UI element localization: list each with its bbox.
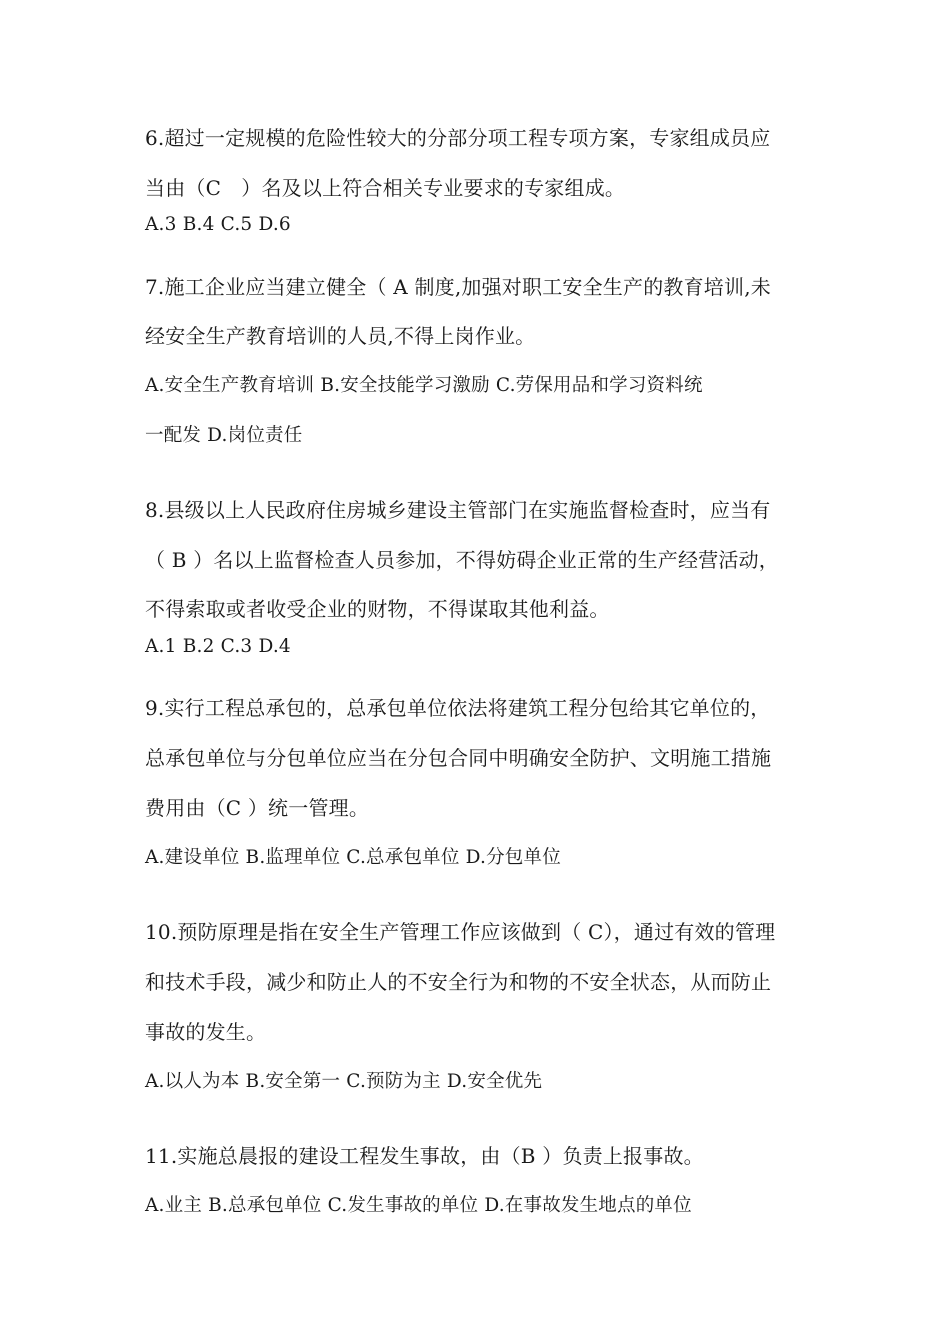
- question-10-line-3: 事故的发生。: [145, 1020, 267, 1044]
- question-7-line-2: 经安全生产教育培训的人员,不得上岗作业。: [145, 324, 536, 348]
- question-6-line-1: 6.超过一定规模的危险性较大的分部分项工程专项方案，专家组成员应: [145, 126, 771, 150]
- question-7-options-line-1: A.安全生产教育培训 B.安全技能学习激励 C.劳保用品和学习资料统: [145, 375, 703, 396]
- question-11-options: A.业主 B.总承包单位 C.发生事故的单位 D.在事故发生地点的单位: [145, 1195, 692, 1216]
- question-6-line-2: 当由（C ）名及以上符合相关专业要求的专家组成。: [145, 176, 626, 200]
- question-7-line-1: 7.施工企业应当建立健全（ A 制度,加强对职工安全生产的教育培训,未: [145, 275, 771, 299]
- question-10-line-1: 10.预防原理是指在安全生产管理工作应该做到（ C），通过有效的管理: [145, 920, 776, 944]
- question-7-options-line-2: 一配发 D.岗位责任: [145, 425, 303, 446]
- question-8-line-2: （ B ）名以上监督检查人员参加，不得妨碍企业正常的生产经营活动，: [145, 548, 780, 572]
- question-8-line-1: 8.县级以上人民政府住房城乡建设主管部门在实施监督检查时，应当有: [145, 498, 771, 522]
- question-9-line-1: 9.实行工程总承包的，总承包单位依法将建筑工程分包给其它单位的，: [145, 696, 771, 720]
- question-8-options: A.1 B.2 C.3 D.4: [145, 636, 291, 657]
- question-6-options: A.3 B.4 C.5 D.6: [145, 214, 291, 235]
- question-10-options: A.以人为本 B.安全第一 C.预防为主 D.安全优先: [145, 1071, 543, 1092]
- question-11-line-1: 11.实施总晨报的建设工程发生事故，由（B ）负责上报事故。: [145, 1144, 704, 1168]
- question-10-line-2: 和技术手段，减少和防止人的不安全行为和物的不安全状态，从而防止: [145, 970, 772, 994]
- question-9-line-3: 费用由（C ）统一管理。: [145, 796, 370, 820]
- question-9-line-2: 总承包单位与分包单位应当在分包合同中明确安全防护、文明施工措施: [145, 746, 772, 770]
- question-8-line-3: 不得索取或者收受企业的财物，不得谋取其他利益。: [145, 597, 610, 621]
- question-9-options: A.建设单位 B.监理单位 C.总承包单位 D.分包单位: [145, 847, 561, 868]
